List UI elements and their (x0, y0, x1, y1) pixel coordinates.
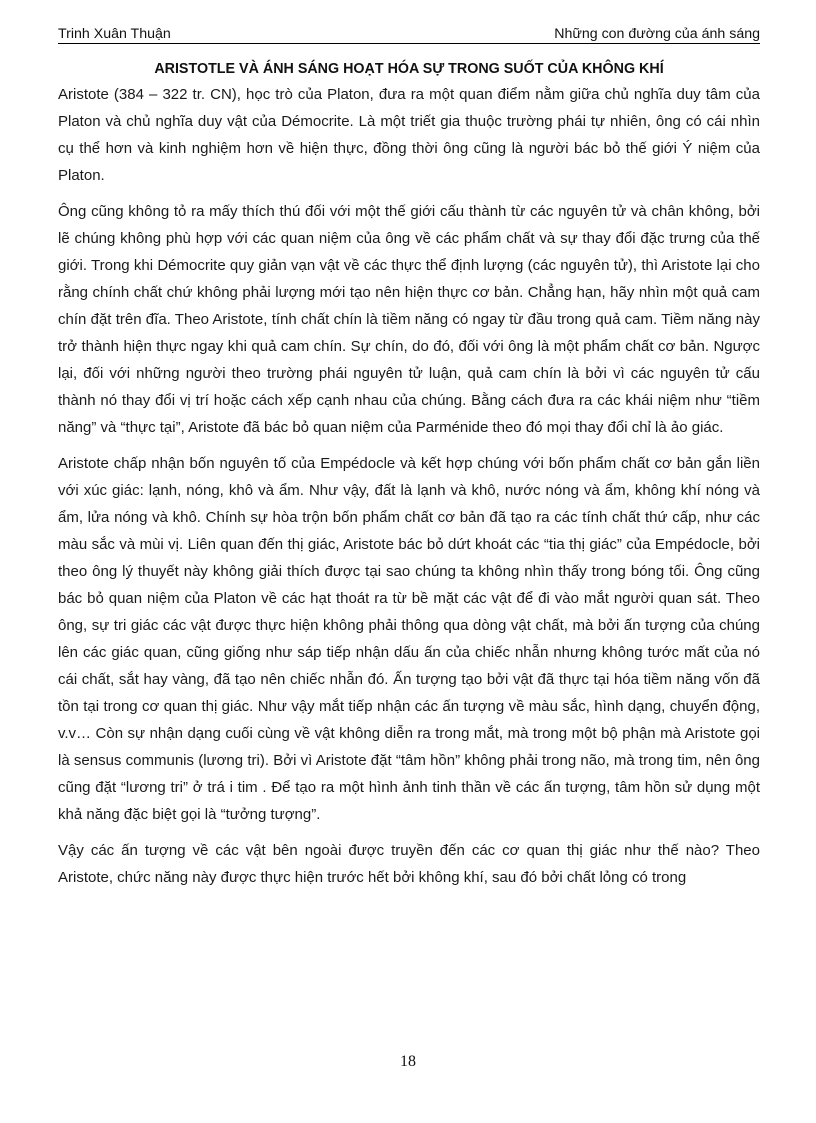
running-header (58, 25, 760, 44)
header-book-title: Những con đường của ánh sáng (554, 26, 760, 42)
page-number: 18 (400, 1053, 416, 1070)
section-title: ARISTOTLE VÀ ÁNH SÁNG HOẠT HÓA SỰ TRONG SUỐT CỦA KHÔNG KHÍ (154, 61, 664, 77)
paragraph: Aristote chấp nhận bốn nguyên tố của Empédocle và kết hợp chúng với bốn phẩm chất cơ bản gắn liền với xúc giác: lạnh, nóng, khô và ẩm. Như vậy, đất là lạnh và khô, nước nóng và ẩm, không khí nóng và ẩm, lửa nóng và khô. Chính sự hòa trộn bốn phẩm chất cơ bản đã tạo ra các tính chất thứ cấp, như các màu sắc và mùi vị. Liên quan đến thị giác, Aristote bác bỏ dứt khoát các “tia thị giác” của Empédocle, bởi theo ông lý thuyết này không giải thích được tại sao chúng ta không nhìn thấy trong bóng tối. Ông cũng bác bỏ quan niệm của Platon về các hạt thoát ra từ bề mặt các vật để đi vào mắt người quan sát. Theo ông, sự tri giác các vật được thực hiện không phải thông qua dòng vật chất, mà bởi ấn tượng của chúng lên các giác quan, cũng giống như sáp tiếp nhận dấu ấn của chiếc nhẫn nhưng không tước mất của nó cái chất, sắt hay vàng, đã tạo nên chiếc nhẫn đó. Ấn tượng tạo bởi vật đã thực tại hóa tiềm năng vốn đã tồn tại trong cơ quan thị giác. Như vậy mắt tiếp nhận các ấn tượng về màu sắc, hình dạng, chuyển động, v.v… Còn sự nhận dạng cuối cùng về vật không diễn ra trong mắt, mà trong một bộ phận mà Aristote gọi là sensus communis (lương tri). Bởi vì Aristote đặt “tâm hồn” không phải trong não, mà trong tim, nên ông cũng đặt “lương tri” ở trá i tim . Để tạo ra một hình ảnh tinh thần về các ấn tượng, tâm hồn sử dụng một khả năng đặc biệt gọi là “tưởng tượng”. (58, 455, 760, 823)
paragraph: Vậy các ấn tượng về các vật bên ngoài được truyền đến các cơ quan thị giác như thế nào? Theo Aristote, chức năng này được thực hiện trước hết bởi không khí, sau đó bởi chất lỏng có trong (58, 842, 760, 886)
header-author: Trinh Xuân Thuận (58, 26, 171, 42)
paragraph: Aristote (384 – 322 tr. CN), học trò của Platon, đưa ra một quan điểm nằm giữa chủ nghĩa duy tâm của Platon và chủ nghĩa duy vật của Démocrite. Là một triết gia thuộc trường phái tự nhiên, ông có cái nhìn cụ thể hơn và kinh nghiệm hơn về hiện thực, đồng thời ông cũng là người bác bỏ thế giới Ý niệm của Platon. (58, 86, 760, 184)
body-text (58, 81, 760, 900)
paragraph: Ông cũng không tỏ ra mấy thích thú đối với một thế giới cấu thành từ các nguyên tử và chân không, bởi lẽ chúng không phù hợp với các quan niệm của ông về các phẩm chất và sự thay đổi đặc trưng của thế giới. Trong khi Démocrite quy giản vạn vật về các thực thể định lượng (các nguyên tử), thì Aristote lại cho rằng chính chất chứ không phải lượng mới tạo nên hiện thực cơ bản. Chẳng hạn, hãy nhìn một quả cam chín đặt trên đĩa. Theo Aristote, tính chất chín là tiềm năng có ngay từ đầu trong quả cam. Tiềm năng này trở thành hiện thực ngay khi quả cam chín. Sự chín, do đó, đối với ông là một phẩm chất cơ bản. Ngược lại, đối với những người theo trường phái nguyên tử luận, quả cam chín là bởi vì các nguyên tử cấu thành nó thay đổi vị trí hoặc cách xếp cạnh nhau của chúng. Bằng cách đưa ra các khái niệm như “tiềm năng” và “thực tại”, Aristote đã bác bỏ quan niệm của Parménide theo đó mọi thay đổi chỉ là ảo giác. (58, 203, 760, 436)
